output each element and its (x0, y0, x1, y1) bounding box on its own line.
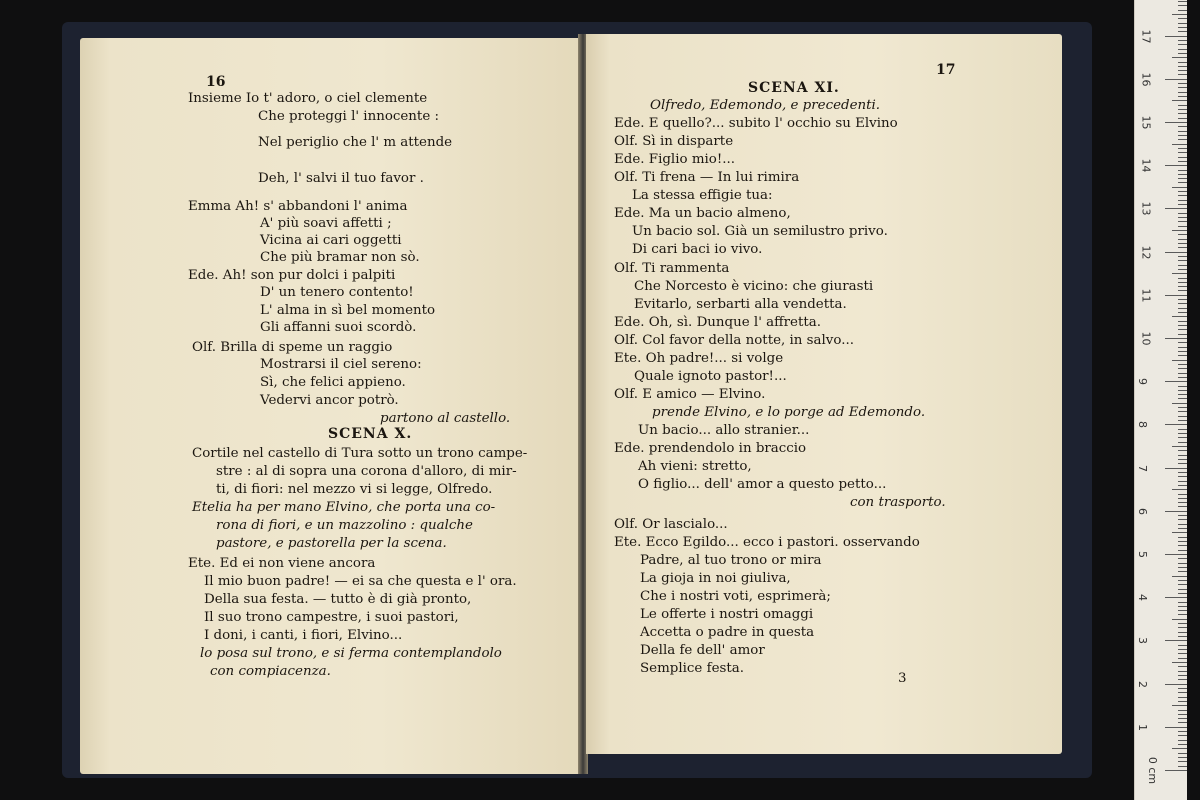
ruler-tick (1178, 62, 1187, 63)
ruler-tick (1178, 463, 1187, 464)
ruler-tick (1178, 96, 1187, 97)
ruler-tick (1178, 347, 1187, 348)
ruler-tick (1178, 593, 1187, 594)
ruler-tick (1178, 571, 1187, 572)
ruler-tick (1178, 761, 1187, 762)
ruler-tick (1178, 481, 1187, 482)
ruler-tick (1178, 118, 1187, 119)
right-page (586, 34, 1062, 754)
ruler-tick (1178, 740, 1187, 741)
ruler-tick (1178, 623, 1187, 624)
ruler-tick (1172, 360, 1187, 361)
text-line: Vicina ai cari oggetti (260, 233, 402, 248)
text-line: O figlio... dell' amor a questo petto... (638, 477, 887, 492)
ruler-tick (1178, 541, 1187, 542)
text-line: Mostrarsi il ciel sereno: (260, 357, 422, 372)
stage-direction: lo posa sul trono, e si ferma contemplandolo (200, 646, 502, 661)
ruler-tick (1178, 407, 1187, 408)
ruler-label: 1 (1136, 723, 1149, 731)
ruler-tick (1178, 722, 1187, 723)
ruler-tick (1165, 36, 1187, 37)
ruler-tick (1178, 195, 1187, 196)
ruler-label: 10 (1139, 331, 1153, 346)
ruler-tick (1178, 636, 1187, 637)
text-line: L' alma in sì bel momento (260, 303, 436, 318)
ruler-tick (1165, 770, 1187, 771)
text-line: Il suo trono campestre, i suoi pastori, (204, 610, 459, 625)
ruler-tick (1178, 148, 1187, 149)
ruler-tick (1178, 282, 1187, 283)
text-line: Ede. Ma un bacio almeno, (614, 206, 791, 221)
ruler-tick (1178, 653, 1187, 654)
ruler-tick (1178, 290, 1187, 291)
ruler-tick (1178, 334, 1187, 335)
ruler-label: 15 (1139, 115, 1153, 130)
ruler-tick (1172, 446, 1187, 447)
ruler-tick (1178, 476, 1187, 477)
text-line: Deh, l' salvi il tuo favor . (258, 171, 424, 186)
ruler-tick (1165, 381, 1187, 382)
ruler-tick (1178, 753, 1187, 754)
ruler-tick (1165, 122, 1187, 123)
text-line: Della fe dell' amor (640, 643, 765, 658)
ruler-tick (1178, 325, 1187, 326)
page-number-left: 16 (206, 74, 226, 90)
ruler-tick (1178, 368, 1187, 369)
ruler-tick (1165, 208, 1187, 209)
ruler-tick (1178, 584, 1187, 585)
ruler-tick (1178, 234, 1187, 235)
ruler-tick (1172, 748, 1187, 749)
text-line: Olf. Or lascialo... (614, 517, 728, 532)
ruler-tick (1178, 139, 1187, 140)
ruler-tick (1178, 494, 1187, 495)
page-number-right: 17 (936, 62, 956, 78)
stage-direction: prende Elvino, e lo porge ad Edemondo. (652, 405, 926, 420)
ruler-tick (1178, 351, 1187, 352)
ruler-tick (1178, 671, 1187, 672)
ruler-tick (1165, 727, 1187, 728)
text-line: Un bacio... allo stranier... (638, 423, 810, 438)
ruler-tick (1178, 247, 1187, 248)
ruler-tick (1178, 688, 1187, 689)
ruler-tick (1178, 49, 1187, 50)
ruler-tick (1178, 1, 1187, 2)
ruler-tick (1178, 178, 1187, 179)
stage-direction: pastore, e pastorella per la scena. (216, 536, 447, 551)
text-line: Olf. Ti rammenta (614, 261, 730, 276)
ruler-tick (1178, 416, 1187, 417)
ruler-tick (1165, 338, 1187, 339)
ruler-tick (1178, 394, 1187, 395)
ruler-tick (1178, 506, 1187, 507)
text-line: Olf. Brilla di speme un raggio (192, 340, 393, 355)
ruler-tick (1178, 303, 1187, 304)
ruler-tick (1178, 278, 1187, 279)
text-line: Ede. E quello?... subito l' occhio su Elvino (614, 116, 898, 131)
ruler-tick (1178, 731, 1187, 732)
ruler-tick (1178, 44, 1187, 45)
ruler-tick (1178, 70, 1187, 71)
text-line: Il mio buon padre! — ei sa che questa e l' ora. (204, 574, 517, 589)
ruler-tick (1178, 87, 1187, 88)
ruler-tick (1178, 5, 1187, 6)
ruler-tick (1178, 679, 1187, 680)
ruler-label: 14 (1139, 158, 1153, 173)
text-line: La stessa effigie tua: (632, 188, 773, 203)
signature-mark: 3 (898, 671, 907, 686)
ruler-tick (1165, 640, 1187, 641)
stage-direction: rona di fiori, e un mazzolino : qualche (216, 518, 473, 533)
text-line: Che Norcesto è vicino: che giurasti (634, 279, 874, 294)
ruler-tick (1178, 27, 1187, 28)
ruler-tick (1172, 576, 1187, 577)
ruler-label: 11 (1139, 288, 1153, 303)
text-line: Della sua festa. — tutto è di già pronto, (204, 592, 472, 607)
ruler-tick (1178, 718, 1187, 719)
ruler-tick (1178, 269, 1187, 270)
scene-heading: SCENA X. (328, 426, 413, 442)
ruler-tick (1178, 701, 1187, 702)
ruler-tick (1178, 364, 1187, 365)
ruler-tick (1178, 632, 1187, 633)
ruler-tick (1178, 485, 1187, 486)
ruler-tick (1178, 256, 1187, 257)
ruler-tick (1178, 606, 1187, 607)
ruler-tick (1165, 295, 1187, 296)
ruler-tick (1172, 187, 1187, 188)
text-line: Ede. Figlio mio!... (614, 152, 736, 167)
ruler-tick (1178, 239, 1187, 240)
ruler-tick (1178, 658, 1187, 659)
ruler-tick (1178, 157, 1187, 158)
ruler-tick (1178, 191, 1187, 192)
ruler-tick (1178, 105, 1187, 106)
stage-direction: con trasporto. (850, 495, 946, 510)
text-line: A' più soavi affetti ; (260, 216, 392, 231)
ruler-tick (1178, 174, 1187, 175)
ruler-tick (1172, 705, 1187, 706)
ruler-tick (1165, 252, 1187, 253)
ruler-tick (1165, 554, 1187, 555)
text-line: Ede. Ah! son pur dolci i palpiti (188, 268, 396, 283)
ruler-tick (1178, 528, 1187, 529)
ruler-label: 9 (1136, 378, 1149, 386)
ruler-tick (1178, 74, 1187, 75)
text-line: Accetta o padre in questa (640, 625, 815, 640)
ruler-tick (1178, 459, 1187, 460)
text-line: Ete. Oh padre!... si volge (614, 351, 784, 366)
text-line: Ete. Ed ei non viene ancora (188, 556, 376, 571)
text-line: Un bacio sol. Già un semilustro privo. (632, 224, 888, 239)
ruler-tick (1178, 545, 1187, 546)
ruler-tick (1178, 217, 1187, 218)
stage-direction: Olfredo, Edemondo, e precedenti. (650, 98, 881, 113)
text-line: Quale ignoto pastor!... (634, 369, 787, 384)
ruler-tick (1178, 131, 1187, 132)
ruler-tick (1178, 53, 1187, 54)
ruler-tick (1178, 675, 1187, 676)
text-line: Ete. Ecco Egildo... ecco i pastori. osservando (614, 535, 920, 550)
text-line: Olf. Col favor della notte, in salvo... (614, 333, 854, 348)
text-line: Olf. Ti frena — In lui rimira (614, 170, 800, 185)
ruler-tick (1178, 524, 1187, 525)
measurement-ruler (1134, 0, 1187, 800)
ruler-tick (1178, 40, 1187, 41)
ruler-tick (1172, 619, 1187, 620)
ruler-tick (1178, 23, 1187, 24)
ruler-tick (1178, 602, 1187, 603)
ruler-tick (1172, 662, 1187, 663)
ruler-tick (1178, 515, 1187, 516)
text-line: Che i nostri voti, esprimerà; (640, 589, 831, 604)
stage-direction: Etelia ha per mano Elvino, che porta una co- (192, 500, 496, 515)
ruler-tick (1178, 420, 1187, 421)
scene-heading: SCENA XI. (748, 80, 840, 96)
ruler-label: 5 (1136, 551, 1149, 558)
ruler-tick (1178, 390, 1187, 391)
text-line: Ede. Oh, sì. Dunque l' affretta. (614, 315, 821, 330)
ruler-tick (1178, 589, 1187, 590)
ruler-tick (1178, 519, 1187, 520)
text-line: Che proteggi l' innocente : (258, 109, 440, 124)
ruler-tick (1178, 757, 1187, 758)
ruler-tick (1165, 468, 1187, 469)
ruler-label: 16 (1139, 72, 1153, 87)
ruler-tick (1178, 170, 1187, 171)
ruler-tick (1178, 614, 1187, 615)
ruler-tick (1178, 10, 1187, 11)
text-line: Semplice festa. (640, 661, 744, 676)
text-line: Le offerte i nostri omaggi (640, 607, 814, 622)
ruler-tick (1178, 455, 1187, 456)
ruler-tick (1178, 537, 1187, 538)
ruler-tick (1178, 558, 1187, 559)
ruler-tick (1178, 472, 1187, 473)
ruler-tick (1172, 403, 1187, 404)
text-line: Ah vieni: stretto, (638, 459, 752, 474)
ruler-tick (1172, 489, 1187, 490)
ruler-tick (1178, 450, 1187, 451)
ruler-tick (1165, 79, 1187, 80)
ruler-tick (1178, 766, 1187, 767)
ruler-tick (1178, 113, 1187, 114)
text-line: I doni, i canti, i fiori, Elvino... (204, 628, 403, 643)
ruler-tick (1178, 610, 1187, 611)
ruler-tick (1178, 563, 1187, 564)
ruler-label: 2 (1136, 680, 1149, 688)
ruler-tick (1178, 627, 1187, 628)
ruler-tick (1178, 649, 1187, 650)
ruler-tick (1178, 398, 1187, 399)
ruler-tick (1178, 498, 1187, 499)
ruler-tick (1178, 710, 1187, 711)
ruler-tick (1178, 226, 1187, 227)
text-line: La gioja in noi giuliva, (640, 571, 791, 586)
ruler-tick (1178, 714, 1187, 715)
text-line: Di cari baci io vivo. (632, 242, 763, 257)
ruler-tick (1172, 144, 1187, 145)
text-line: Cortile nel castello di Tura sotto un trono campe- (192, 446, 528, 461)
ruler-tick (1165, 165, 1187, 166)
ruler-tick (1178, 666, 1187, 667)
ruler-tick (1178, 83, 1187, 84)
ruler-tick (1178, 645, 1187, 646)
ruler-tick (1178, 213, 1187, 214)
ruler-tick (1172, 100, 1187, 101)
text-line: Emma Ah! s' abbandoni l' anima (188, 199, 408, 214)
ruler-label: 8 (1136, 421, 1149, 429)
text-line: D' un tenero contento! (260, 285, 414, 300)
ruler-tick (1165, 424, 1187, 425)
ruler-tick (1178, 567, 1187, 568)
ruler-tick (1178, 299, 1187, 300)
ruler-tick (1178, 126, 1187, 127)
ruler-tick (1178, 744, 1187, 745)
ruler-tick (1178, 373, 1187, 374)
ruler-tick (1178, 329, 1187, 330)
ruler-tick (1178, 243, 1187, 244)
ruler-label: 13 (1139, 201, 1153, 216)
ruler-tick (1178, 221, 1187, 222)
ruler-tick (1172, 230, 1187, 231)
ruler-tick (1178, 377, 1187, 378)
ruler-tick (1178, 697, 1187, 698)
text-line: Gli affanni suoi scordò. (260, 320, 417, 335)
stage-direction: con compiacenza. (210, 664, 331, 679)
ruler-tick (1172, 316, 1187, 317)
ruler-tick (1178, 92, 1187, 93)
ruler-label: 4 (1136, 594, 1149, 602)
text-line: Ede. prendendolo in braccio (614, 441, 807, 456)
ruler-tick (1172, 273, 1187, 274)
text-line: Sì, che felici appieno. (260, 375, 406, 390)
stage-direction: partono al castello. (380, 411, 511, 426)
ruler-tick (1178, 411, 1187, 412)
ruler-tick (1172, 532, 1187, 533)
ruler-tick (1178, 580, 1187, 581)
text-line: Padre, al tuo trono or mira (640, 553, 822, 568)
ruler-tick (1172, 57, 1187, 58)
ruler-label: 17 (1139, 29, 1153, 44)
ruler-label: 12 (1139, 245, 1153, 260)
ruler-tick (1178, 433, 1187, 434)
ruler-tick (1178, 386, 1187, 387)
text-line: Vedervi ancor potrò. (260, 393, 399, 408)
ruler-tick (1178, 308, 1187, 309)
ruler-tick (1165, 597, 1187, 598)
ruler-tick (1178, 260, 1187, 261)
ruler-tick (1178, 200, 1187, 201)
ruler-tick (1178, 437, 1187, 438)
ruler-label: 6 (1136, 507, 1149, 515)
ruler-tick (1178, 355, 1187, 356)
ruler-label: 3 (1136, 637, 1149, 645)
ruler-tick (1178, 442, 1187, 443)
ruler-tick (1178, 31, 1187, 32)
ruler-tick (1178, 321, 1187, 322)
ruler-tick (1178, 161, 1187, 162)
ruler-tick (1178, 429, 1187, 430)
ruler-tick (1178, 692, 1187, 693)
text-line: Insieme Io t' adoro, o ciel clemente (188, 91, 428, 106)
ruler-tick (1178, 109, 1187, 110)
text-line: Olf. E amico — Elvino. (614, 387, 766, 402)
ruler-tick (1178, 182, 1187, 183)
ruler-tick (1178, 135, 1187, 136)
ruler-tick (1165, 684, 1187, 685)
ruler-tick (1178, 550, 1187, 551)
ruler-tick (1165, 511, 1187, 512)
text-line: Evitarlo, serbarti alla vendetta. (634, 297, 847, 312)
ruler-tick (1178, 286, 1187, 287)
ruler-tick (1172, 14, 1187, 15)
ruler-tick (1178, 265, 1187, 266)
left-page (80, 38, 580, 774)
ruler-label: 7 (1136, 464, 1149, 472)
ruler-label: 0 cm (1146, 756, 1160, 785)
ruler-tick (1178, 735, 1187, 736)
ruler-tick (1178, 18, 1187, 19)
ruler-tick (1178, 204, 1187, 205)
text-line: Olf. Sì in disparte (614, 134, 734, 149)
ruler-tick (1178, 66, 1187, 67)
ruler-tick (1178, 152, 1187, 153)
ruler-tick (1178, 502, 1187, 503)
ruler-tick (1178, 342, 1187, 343)
ruler-tick (1178, 312, 1187, 313)
text-line: ti, di fiori: nel mezzo vi si legge, Olfredo. (216, 482, 493, 497)
text-line: Che più bramar non sò. (260, 250, 420, 265)
text-line: Nel periglio che l' m attende (258, 135, 453, 150)
text-line: stre : al di sopra una corona d'alloro, di mir- (216, 464, 517, 479)
